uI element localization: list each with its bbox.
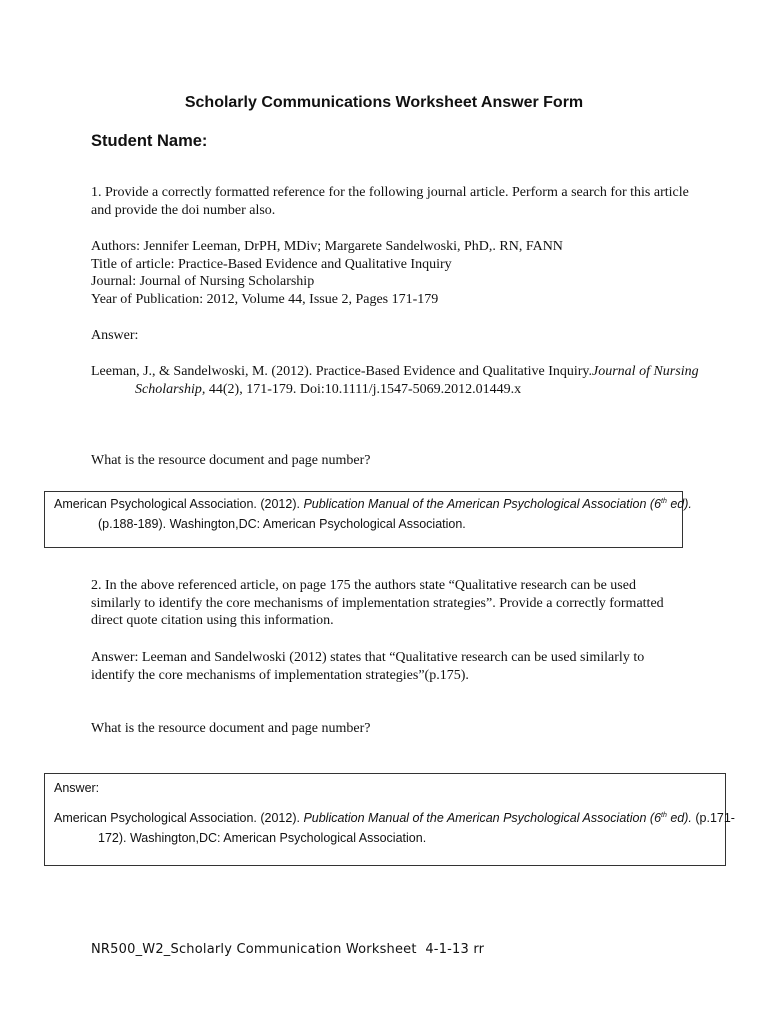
q1-box-start: American Psychological Association. (2012).	[54, 497, 304, 511]
q2-box-label: Answer:	[54, 781, 100, 795]
q2-answer: Answer: Leeman and Sandelwoski (2012) states that “Qualitative research can be used similarly to identify the core mechanisms of implementation strategies”(p.175).	[91, 650, 645, 683]
q1-resource-citation	[54, 494, 718, 534]
q1-box-sup: th	[661, 497, 667, 505]
q2-box-end: (p.171-172). Washington,DC: American Psychological Association.	[98, 811, 735, 845]
q2-box-sup: th	[661, 811, 667, 819]
q1-resource-box	[44, 491, 692, 548]
student-name-label: Student Name:	[91, 132, 208, 150]
q2-resource-box	[44, 773, 735, 866]
q2-prompt: 2. In the above referenced article, on page 175 the authors state “Qualitative research can be used similarly to identify the core mechanisms of implementation strategies”. Provide a correctly formatted direct quote citation using this information.	[91, 578, 664, 628]
q1-answer-label: Answer:	[91, 328, 139, 343]
q1-reference-end: 44(2), 171-179. Doi:10.1111/j.1547-5069.2012.01449.x	[205, 381, 522, 397]
q1-prompt: 1. Provide a correctly formatted reference for the following journal article. Perform a search for this article and provide the doi number also.	[91, 185, 689, 218]
q1-authors: Authors: Jennifer Leeman, DrPH, MDiv; Margarete Sandelwoski, PhD,. RN, FANN	[91, 239, 563, 254]
q1-reference	[91, 363, 731, 398]
q1-box-italic: Publication Manual of the American Psychological Association (6th ed).	[303, 497, 692, 511]
q1-journal: Journal: Journal of Nursing Scholarship	[91, 274, 315, 289]
page-title: Scholarly Communications Worksheet Answer Form	[184, 94, 584, 111]
q1-reference-start: Leeman, J., & Sandelwoski, M. (2012). Practice-Based Evidence and Qualitative Inquiry.	[91, 364, 593, 379]
q1-box-end: (p.188-189). Washington,DC: American Psychological Association.	[98, 517, 466, 531]
q1-year: Year of Publication: 2012, Volume 44, Issue 2, Pages 171-179	[91, 291, 439, 307]
q2-resource-citation	[54, 808, 763, 848]
q2-box-start: American Psychological Association. (2012).	[54, 811, 304, 825]
q1-article-details	[91, 238, 691, 308]
q2-box-italic: Publication Manual of the American Psychological Association (6th ed).	[303, 811, 692, 825]
q1-resource-question: What is the resource document and page number?	[91, 453, 371, 468]
q1-article-title: Title of article: Practice-Based Evidence and Qualitative Inquiry	[91, 256, 452, 272]
page-footer: NR500_W2_Scholarly Communication Worksheet 4-1-13 rr	[91, 942, 485, 957]
q2-resource-question: What is the resource document and page number?	[91, 721, 371, 736]
q1-reference-journal: Journal of Nursing Scholarship,	[135, 364, 699, 397]
